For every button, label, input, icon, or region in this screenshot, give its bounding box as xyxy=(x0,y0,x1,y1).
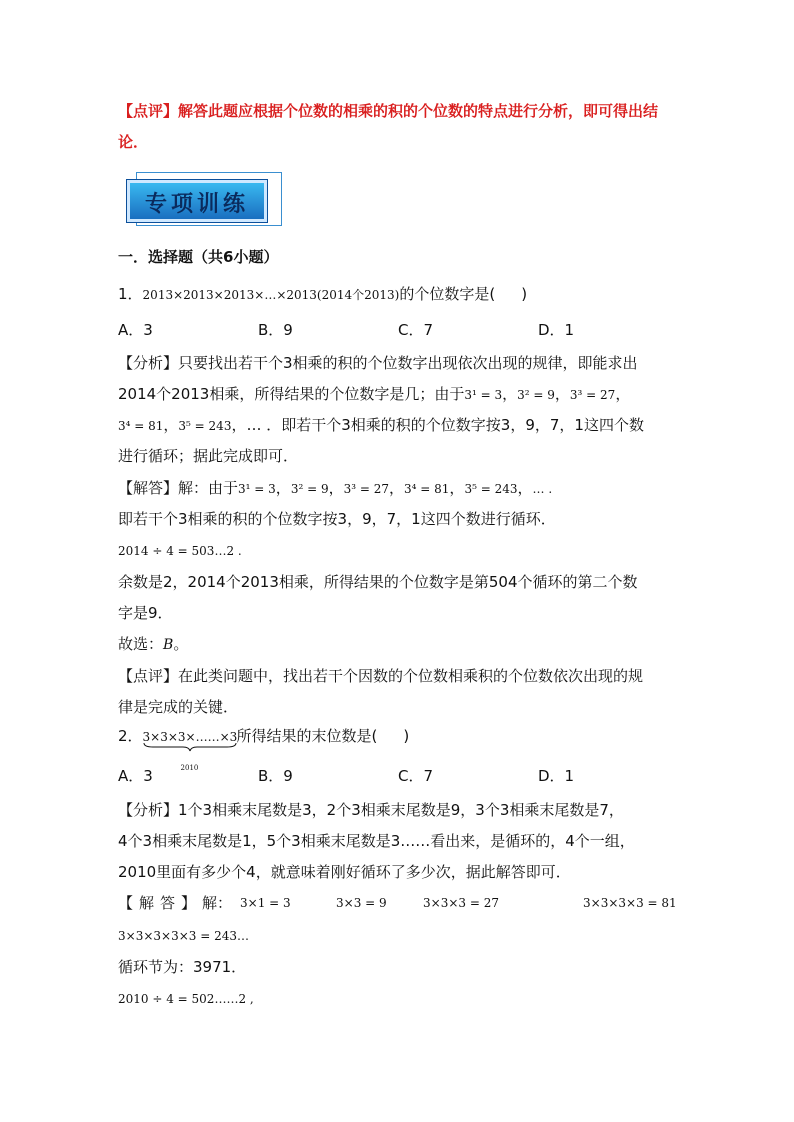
q2-options xyxy=(118,762,678,790)
q2-analysis-label: 【分析】 xyxy=(118,801,179,819)
q1-comment-label: 【点评】 xyxy=(118,667,179,685)
q2-analysis-text-1: 1个3相乘末尾数是3，2个3相乘末尾数是9，3个3相乘末尾数是7， xyxy=(178,801,624,819)
q2-number: 2． xyxy=(118,727,143,745)
q2-option-d: D．1 xyxy=(538,767,575,785)
q1-options xyxy=(118,316,678,344)
q1-solution-math-6: … . xyxy=(532,482,553,496)
q1-expression: 2013×2013×2013×…×2013(2014个2013) xyxy=(142,288,400,302)
q2-solution-line-3: 循环节为：3971． xyxy=(118,958,247,976)
q1-analysis-math-3: 3³ = 27 xyxy=(569,388,616,402)
q2-solution-line-2: 3×3×3×3×3 = 243… xyxy=(118,929,249,943)
q1-analysis-line-1 xyxy=(118,349,638,377)
q1-solution-math-3: 3³ = 27 xyxy=(343,482,389,496)
q1-option-b: B．9 xyxy=(258,321,293,339)
q2-analysis-line-1 xyxy=(118,796,624,824)
comment-text: 解答此题应根据个位数的相乘的积的个位数的特点进行分析，即可得出结论． xyxy=(118,102,659,151)
q2-option-b: B．9 xyxy=(258,767,293,785)
q1-solution-line-2: 即若干个3相乘的积的个位数字按3，9，7，1这四个数进行循环． xyxy=(118,510,556,528)
q1-analysis-line-3: 3⁴ = 81，3⁵ = 243，… ．即若干个3相乘的积的个位数字按3，9，7，1这四个数 xyxy=(118,416,644,434)
q1-analysis-label: 【分析】 xyxy=(118,354,179,372)
q1-solution-line-5: 字是9． xyxy=(118,604,173,622)
q2-solution-line-4: 2010 ÷ 4 = 502……2 , xyxy=(118,992,254,1006)
q2-analysis-line-3: 2010里面有多少个4，就意味着刚好循环了多少次，据此解答即可． xyxy=(118,863,571,881)
q1-number: 1． xyxy=(118,285,143,303)
q2-solution-text-1: 解： xyxy=(202,894,233,912)
q1-analysis-math-5: 3⁵ = 243 xyxy=(178,419,232,433)
q2-solution-label: 【解答】 xyxy=(118,894,203,912)
q2-close-paren: ) xyxy=(403,727,410,745)
q1-comment-line-2: 律是完成的关键． xyxy=(118,698,239,716)
q1-analysis-math-1: 3¹ = 3 xyxy=(464,388,503,402)
q2-solution-math-4: 3×3×3×3 = 81 xyxy=(583,896,677,910)
q1-choice-text: 故选： xyxy=(118,635,164,653)
q1-comment-line-1 xyxy=(118,662,643,690)
q1-solution-line-3: 2014 ÷ 4 = 503…2 . xyxy=(118,544,242,558)
q1-close-paren: ) xyxy=(521,285,528,303)
q2-solution-math-2: 3×3 = 9 xyxy=(336,896,387,910)
q1-analysis-text-2: 2014个2013相乘，所得结果的个位数字是几；由于 xyxy=(118,385,465,403)
q1-choice-letter: B xyxy=(163,637,174,653)
q1-solution-label: 【解答】 xyxy=(118,479,179,497)
q1-solution-line-1: 【解答】解：由于3¹ = 3，3² = 9，3³ = 27，3⁴ = 81，3⁵ = 243，… . xyxy=(118,479,553,497)
q1-option-d: D．1 xyxy=(538,321,575,339)
q1-choice-end: 。 xyxy=(173,635,189,653)
q2-option-a: A．3 xyxy=(118,767,153,785)
q2-stem xyxy=(118,722,410,772)
underbrace-icon xyxy=(143,742,237,752)
q1-suffix: 的个位数字是( xyxy=(399,285,496,303)
q2-analysis-line-2: 4个3相乘末尾数是1，5个3相乘末尾数是3……看出来，是循环的，4个一组， xyxy=(118,832,635,850)
q2-expression-block xyxy=(142,722,238,772)
q1-analysis-text-3: ，… ．即若干个3相乘的积的个位数字按3，9，7，1这四个数 xyxy=(231,416,644,434)
q1-solution-math-4: 3⁴ = 81 xyxy=(404,482,450,496)
q1-option-a: A．3 xyxy=(118,321,153,339)
top-comment xyxy=(118,96,678,158)
q2-option-c: C．7 xyxy=(398,767,434,785)
q1-analysis-line-4: 进行循环；据此完成即可． xyxy=(118,447,299,465)
q1-solution-math-1: 3¹ = 3 xyxy=(238,482,276,496)
q2-solution-math-3: 3×3×3 = 27 xyxy=(423,896,499,910)
section-heading: 一．选择题（共6小题） xyxy=(118,248,279,266)
q1-analysis-math-4: 3⁴ = 81 xyxy=(118,419,164,433)
q1-solution-math-5: 3⁵ = 243 xyxy=(464,482,518,496)
q2-solution-line-1 xyxy=(118,889,678,917)
q2-brace-label: 2010 xyxy=(180,764,199,772)
q1-solution-line-4: 余数是2，2014个2013相乘，所得结果的个位数字是第504个循环的第二个数 xyxy=(118,573,638,591)
q1-solution-math-2: 3² = 9 xyxy=(290,482,329,496)
q1-solution-text-1: 解：由于 xyxy=(178,479,239,497)
q2-suffix: 所得结果的末位数是( xyxy=(236,727,378,745)
q1-option-c: C．7 xyxy=(398,321,434,339)
q1-analysis-line-2: 2014个2013相乘，所得结果的个位数字是几；由于3¹ = 3，3² = 9，3³ = 27， xyxy=(118,385,631,403)
q1-analysis-text-1: 只要找出若干个3相乘的积的个位数字出现依次出现的规律，即能求出 xyxy=(178,354,638,372)
q2-solution-math-1: 3×1 = 3 xyxy=(240,896,291,910)
q1-comment-text-1: 在此类问题中，找出若干个因数的个位数相乘积的个位数依次出现的规 xyxy=(178,667,644,685)
q1-stem xyxy=(118,280,527,308)
q2-expression: 3×3×3×……×3 xyxy=(142,730,238,744)
special-training-badge xyxy=(124,172,282,232)
q1-choice xyxy=(118,630,188,658)
badge-title: 专项训练 xyxy=(127,180,267,222)
comment-label: 【点评】 xyxy=(118,102,179,120)
q1-analysis-math-2: 3² = 9 xyxy=(517,388,555,402)
